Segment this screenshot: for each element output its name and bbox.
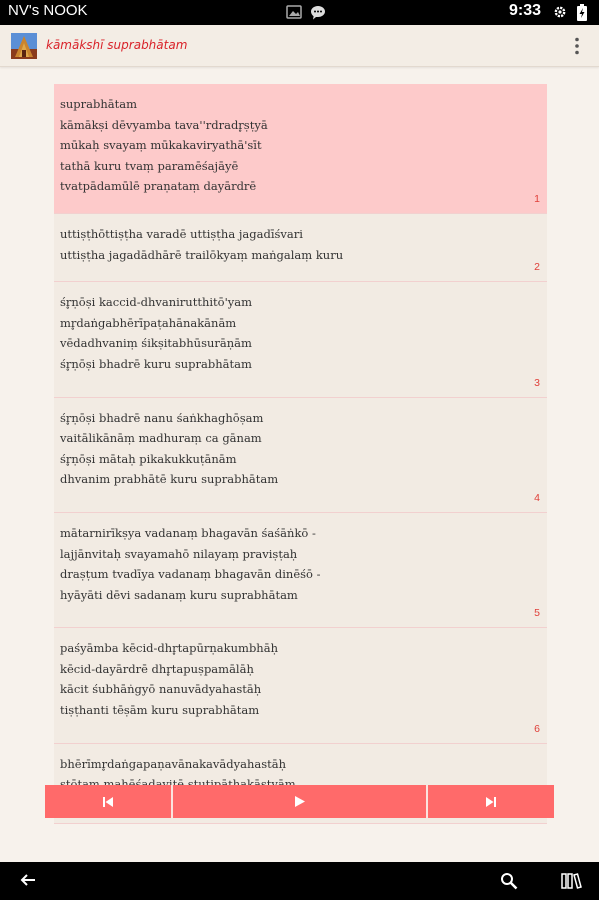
clock: 9:33 [509,2,542,19]
verse-item[interactable] [54,214,547,282]
skip-next-icon [486,797,496,807]
verse-number: 4 [534,491,540,504]
play-icon [295,796,305,807]
verse-item[interactable] [54,282,547,397]
verse-line: tiṣṭhanti tēṣām kuru suprabhātam [60,703,260,718]
device-name: NV's NOOK [8,2,88,19]
verse-line: draṣṭum tvadīya vadanaṃ bhagavān dinēśō - [60,567,321,582]
verse-line: paśyāmba kēcid-dhr̥tapūrṇakumbhāḥ [60,641,278,656]
verse-line: kāmākṣi dēvyamba tava''rdradr̥ṣṭyā [60,117,268,132]
image-icon [286,5,302,19]
verse-line: vēdadhvaniṃ śikṣitabhūsurāṇām [60,336,252,351]
verse-number: 2 [534,261,540,274]
verse-line: tvatpādamūlē praṇataṃ dayārdrē [60,179,257,194]
verse-number: 1 [534,192,540,205]
overflow-menu-icon[interactable] [570,36,584,56]
library-icon[interactable] [561,872,583,890]
next-button[interactable] [428,785,554,818]
skip-previous-icon [103,797,113,807]
verse-item[interactable] [54,398,547,513]
previous-button[interactable] [45,785,173,818]
verse-list[interactable] [54,84,547,774]
verse-line: śr̥ṇōṣi mātaḥ pikakukkuṭānām [60,451,237,466]
verse-line: uttiṣṭhōttiṣṭha varadē uttiṣṭha jagadīśvari [60,226,303,241]
verse-item[interactable] [54,628,547,743]
verse-line: vaitālikānāṃ madhuraṃ ca gānam [60,431,262,446]
gear-icon [553,5,567,19]
verse-number: 3 [534,376,540,389]
verse-line: śr̥ṇōṣi bhadrē kuru suprabhātam [60,356,252,371]
verse-line: kācit śubhāṅgyō nanuvādyahastāḥ [60,682,262,697]
search-icon[interactable] [500,872,518,890]
app-title: kāmākshī suprabhātam [46,38,188,52]
verse-number: 6 [534,722,540,735]
verse-line: śr̥ṇōṣi bhadrē nanu śaṅkhaghōṣam [60,410,264,425]
verse-line: mātarnirīkṣya vadanaṃ bhagavān śaśāṅkō - [60,525,316,540]
verse-line: bhērīmr̥daṅgapaṇavānakavādyahastāḥ [60,756,287,771]
verse-line: uttiṣṭha jagadādhārē trailōkyaṃ maṅgalaṃ kuru [60,247,344,262]
verse-line: tathā kuru tvaṃ paramēśajāyē [60,158,239,173]
verse-line: śr̥ṇōṣi kaccid-dhvanirutthitō'yam [60,295,252,310]
verse-line: lajjānvitaḥ svayamahō nilayaṃ praviṣṭaḥ [60,546,298,561]
app-logo-icon [11,33,37,59]
navigation-bar [0,862,599,900]
verse-item[interactable] [54,84,547,214]
verse-line: suprabhātam [60,97,138,111]
status-bar [0,0,599,25]
back-arrow-icon[interactable] [20,872,36,888]
verse-number: 5 [534,607,540,620]
player-controls [45,785,554,818]
play-button[interactable] [173,785,428,818]
app-bar [0,25,599,67]
verse-line: kēcid-dayārdrē dhr̥tapuṣpamālāḥ [60,661,254,676]
verse-line: mūkaḥ svayaṃ mūkakaviryathā'sīt [60,138,262,153]
verse-line: hyāyāti dēvi sadanaṃ kuru suprabhātam [60,587,298,602]
chat-bubble-icon [310,5,326,20]
verse-line: mr̥daṅgabhērīpaṭahānakānām [60,315,237,330]
battery-charging-icon [576,4,588,21]
verse-line: dhvanim prabhātē kuru suprabhātam [60,472,279,487]
verse-item[interactable] [54,513,547,628]
